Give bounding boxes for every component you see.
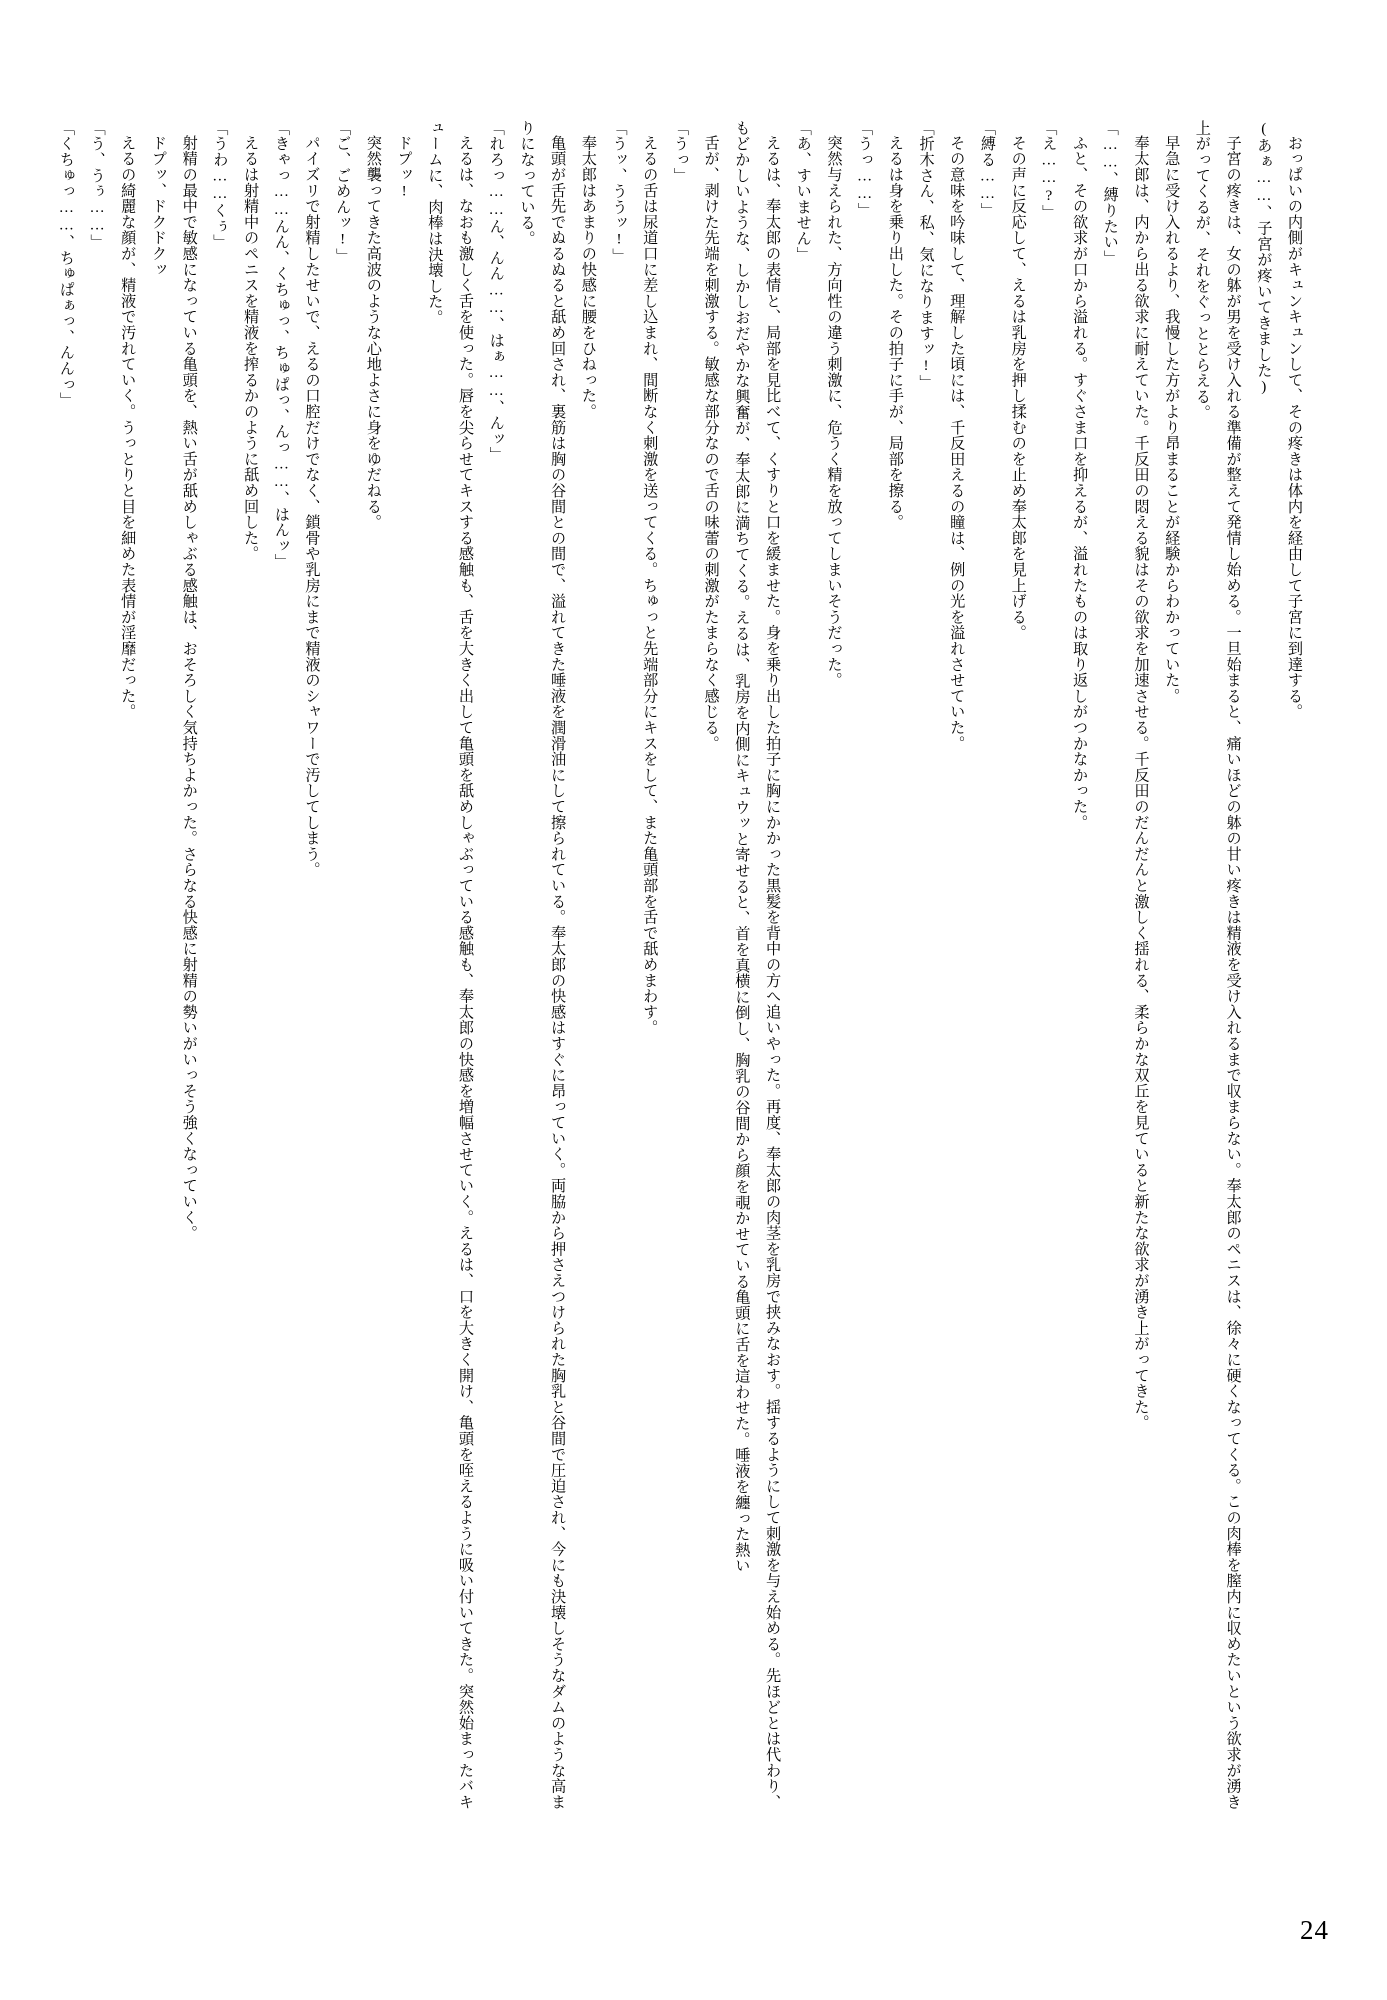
paragraph: 奉太郎は、内から出る欲求に耐えていた。千反田の悶える貌はその欲求を加速させる。千反田のだんだんと激しく揺れる、柔らかな双丘を見ていると新たな欲求が湧き上がってきた。 — [1132, 135, 1150, 1431]
paragraph: 「え……?」 — [1040, 120, 1058, 221]
paragraph: おっぱいの内側がキュンキュンして、その疼きは体内を経由して子宮に到達する。 — [1286, 135, 1303, 720]
paragraph: ドプッ、ドクドクッ — [149, 135, 167, 278]
paragraph: 「……、縛りたい」 — [1101, 120, 1119, 266]
paragraph: 舌が、剥けた先端を刺激する。敏感な部分なので舌の味蕾の刺激がたまらなく感じる。 — [702, 135, 720, 752]
paragraph: 子宮の疼きは、女の躰が男を受け入れる準備が整えて発情し始める。一旦始まると、痛いほどの躰の甘い疼きは精液を受け入れるまで収まらない。奉太郎のペニスは、徐々に硬くなってくる。この肉棒を膣内に収めたいという欲求が湧き上がってくるが、それをぐっととらえる。 — [1193, 120, 1242, 1810]
page-text-body — [57, 120, 1309, 1820]
paragraph: 突然与えられた、方向性の違う刺激に、危うく精を放ってしまいそうだった。 — [825, 135, 843, 689]
paragraph: 「縛る……」 — [978, 120, 996, 219]
paragraph: えるは射精中のペニスを精液を搾るかのように舐め回した。 — [242, 135, 260, 562]
paragraph: えるは身を乗り出した。その拍子に手が、局部を擦る。 — [886, 135, 904, 531]
page-number: 24 — [1300, 1915, 1329, 1945]
paragraph: 射精の最中で敏感になっている亀頭を、熱い舌が舐めしゃぶる感触は、おそろしく気持ちよかった。さらなる快感に射精の勢いがいっそう強くなっていく。 — [180, 135, 198, 1242]
paragraph: 奉太郎はあまりの快感に腰をひねった。 — [579, 135, 597, 420]
paragraph: 「折木さん、私、気になりますッ!」 — [917, 120, 935, 391]
paragraph: えるは、奉太郎の表情と、局部を見比べて、くすりと口を緩ませた。身を乗り出した拍子に胸にかかった黒髪を背中の方へ追いやった。再度、奉太郎の肉茎を乳房で挟みなおす。揺するようにして刺激を与え始める。先ほどとは代わり、もどかしいような、しかしおだやかな興奮が、奉太郎に満ちてくる。えるは、乳房を内側にキュウッと寄せると、首を真横に倒し、胸乳の谷間から顔を覗かせている亀頭に舌を這わせた。唾液を纏った熱い — [733, 120, 782, 1810]
paragraph: ドプッ! — [395, 135, 413, 201]
paragraph: 「ご、ごめんッ!」 — [334, 120, 352, 264]
paragraph: 「う、うぅ……」 — [88, 120, 106, 250]
paragraph: 「あ、すいません」 — [794, 120, 812, 263]
paragraph: 「れろっ……ん、んん……、はぁ……、んッ」 — [487, 120, 505, 463]
paragraph: 亀頭が舌先でぬるぬると舐め回され、裏筋は胸の谷間との間で、溢れてきた唾液を潤滑油にして擦られている。奉太郎の快感はすぐに昂っていく。両脇から押さえつけられた胸乳と谷間で圧迫され、今にも決壊しそうなダムのような高まりになっている。 — [518, 120, 567, 1810]
paragraph: その声に反応して、えるは乳房を押し揉むのを止め奉太郎を見上げる。 — [1009, 135, 1027, 641]
paragraph: ふと、その欲求が口から溢れる。すぐさま口を抑えるが、溢れたものは取り返しがつかなかった。 — [1071, 135, 1089, 831]
paragraph: (あぁ……、子宮が疼いてきました) — [1255, 120, 1273, 396]
paragraph: 「きゃっ……んん、くちゅっ、ちゅぱっ、んっ……、はんッ」 — [272, 120, 290, 570]
paragraph: 「うッ、ううッ!」 — [610, 120, 628, 264]
paragraph: その意味を吟味して、理解した頃には、千反田えるの瞳は、例の光を溢れさせていた。 — [948, 135, 966, 752]
paragraph: パイズリで射精したせいで、えるの口腔だけでなく、鎖骨や乳房にまで精液のシャワーで汚してしまう。 — [303, 135, 321, 878]
paragraph: 早急に受け入れるより、我慢した方がより昂まることが経験からわかっていた。 — [1163, 135, 1181, 704]
paragraph: えるの綺麗な顔が、精液で汚れていく。うっとりと目を細めた表情が淫靡だった。 — [119, 135, 137, 720]
paragraph: 「くちゅっ……、ちゅぱぁっ、んんっ」 — [57, 120, 75, 408]
paragraph: 「うっ……」 — [856, 120, 874, 219]
paragraph: えるは、なおも激しく舌を使った。唇を尖らせてキスする感触も、舌を大きく出して亀頭を舐めしゃぶっている感触も、奉太郎の快感を増幅させていく。えるは、口を大きく開け、亀頭を咥えるように吸い付いてきた。突然始まったバキュームに、肉棒は決壊した。 — [426, 120, 475, 1810]
paragraph: えるの舌は尿道口に差し込まれ、間断なく刺激を送ってくる。ちゅっと先端部分にキスをして、また亀頭部を舌で舐めまわす。 — [641, 135, 659, 1036]
paragraph: 「うわ……くぅ」 — [211, 120, 229, 250]
paragraph: 「うっ」 — [671, 120, 689, 184]
paragraph: 突然襲ってきた高波のような心地よさに身をゆだねる。 — [364, 135, 382, 531]
